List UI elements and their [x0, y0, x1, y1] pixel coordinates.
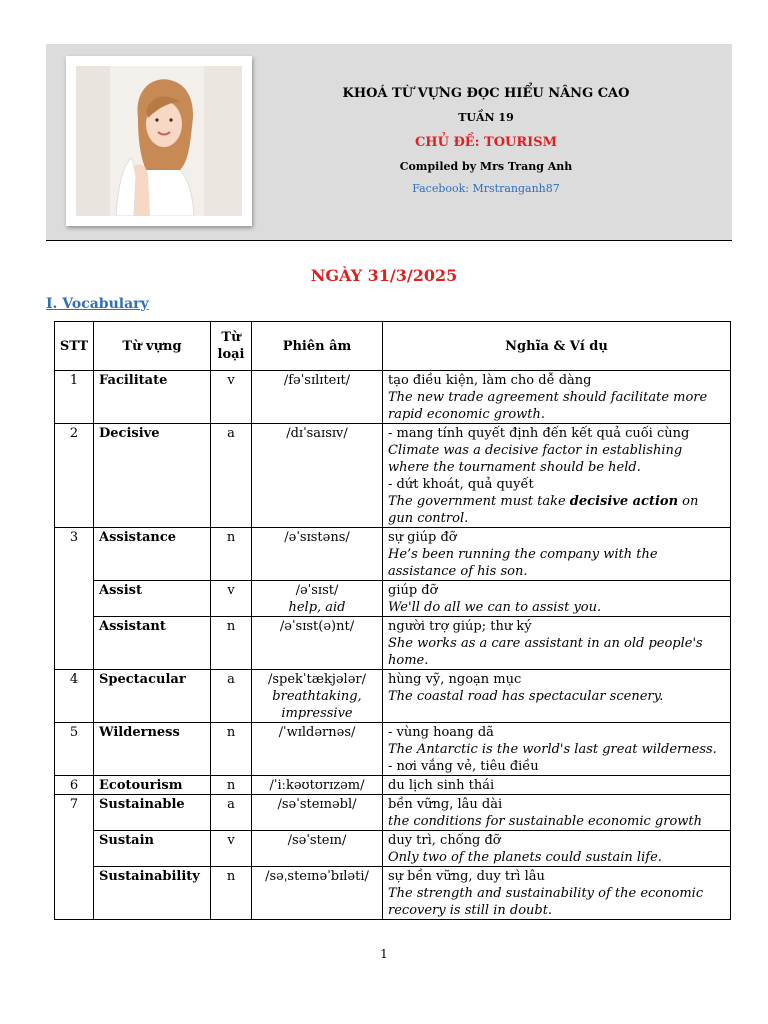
section-title: I. Vocabulary [46, 296, 149, 312]
part-of-speech: n [211, 776, 252, 795]
row-number: 6 [55, 776, 94, 795]
vocab-word: Spectacular [94, 670, 211, 723]
meaning-cell [383, 867, 731, 920]
meaning-cell [383, 528, 731, 581]
meaning-2: - dứt khoát, quả quyết [388, 477, 534, 492]
phonetic-cell [252, 670, 383, 723]
meaning-cell [383, 776, 731, 795]
vocab-word: Assistance [94, 528, 211, 581]
meaning: sự giúp đỡ [388, 530, 457, 545]
meaning: - vùng hoang dã [388, 725, 494, 740]
meaning-cell [383, 670, 731, 723]
vocab-word: Wilderness [94, 723, 211, 776]
meaning-cell [383, 831, 731, 867]
example: the conditions for sustainable economic growth [388, 814, 703, 829]
phonetic-cell [252, 581, 383, 617]
example-2-part-a: The government must take [388, 494, 570, 509]
phonetic: /səˈsteɪn/ [252, 831, 383, 867]
example: He’s been running the company with the assistance of his son. [388, 547, 658, 579]
phonetic: /əˈsɪst/ [295, 583, 339, 598]
meaning: du lịch sinh thái [388, 778, 495, 793]
example-2 [388, 493, 725, 527]
vocabulary-table [54, 321, 731, 920]
topic-label: CHỦ ĐỀ: TOURISM [414, 135, 558, 150]
phonetic: /əˈsɪst(ə)nt/ [252, 617, 383, 670]
part-of-speech: a [211, 424, 252, 528]
example: Only two of the planets could sustain life. [388, 850, 662, 865]
part-of-speech: n [211, 617, 252, 670]
course-title: KHOÁ TỪ VỰNG ĐỌC HIỂU NÂNG CAO [342, 86, 630, 101]
table-header-row [55, 322, 731, 371]
row-number: 3 [55, 528, 94, 670]
vocab-word: Decisive [94, 424, 211, 528]
example: The strength and sustainability of the economic recovery is still in doubt. [388, 886, 704, 918]
example-2-part-c: on gun control. [388, 494, 699, 526]
synonym-note: help, aid [288, 600, 346, 615]
row-number: 4 [55, 670, 94, 723]
phonetic: /spekˈtækjələr/ [267, 672, 366, 687]
phonetic: /ˈiːkəʊtʊrɪzəm/ [252, 776, 383, 795]
header-meaning: Nghĩa & Ví dụ [383, 322, 731, 371]
example: We'll do all we can to assist you. [388, 600, 602, 615]
table-row [55, 776, 731, 795]
vocab-word: Sustainability [94, 867, 211, 920]
meaning-cell [383, 617, 731, 670]
vocab-word: Facilitate [94, 371, 211, 424]
meaning-cell [383, 723, 731, 776]
row-number: 7 [55, 795, 94, 920]
meaning: giúp đỡ [388, 583, 438, 598]
page-number: 1 [380, 947, 388, 961]
document-header [46, 44, 732, 241]
vocab-word: Assist [94, 581, 211, 617]
table-row [55, 795, 731, 831]
example: The coastal road has spectacular scenery. [388, 689, 664, 704]
part-of-speech: n [211, 867, 252, 920]
author-photo [76, 66, 242, 216]
header-phonetic: Phiên âm [252, 322, 383, 371]
header-pos-label: Từ loại [217, 330, 245, 362]
example-2-bold-phrase: decisive action [569, 494, 679, 509]
table-row [55, 371, 731, 424]
facebook-link[interactable]: Facebook: Mrstranganh87 [412, 182, 560, 195]
meaning: - mang tính quyết định đến kết quả cuối cùng [388, 426, 690, 441]
row-number: 2 [55, 424, 94, 528]
table-row [55, 424, 731, 528]
synonym-note: breathtaking, impressive [272, 689, 362, 721]
table-row [55, 723, 731, 776]
meaning: bền vững, lâu dài [388, 797, 503, 812]
table-row [55, 617, 731, 670]
phonetic: /səˌsteɪnəˈbɪləti/ [252, 867, 383, 920]
example: Climate was a decisive factor in establishing where the tournament should be held. [388, 443, 683, 475]
phonetic: /səˈsteɪnəbl/ [252, 795, 383, 831]
example: The Antarctic is the world's last great wilderness. [388, 742, 717, 757]
example: She works as a care assistant in an old people's home. [388, 636, 703, 668]
header-pos [211, 322, 252, 371]
meaning-cell [383, 424, 731, 528]
part-of-speech: v [211, 581, 252, 617]
meaning-cell [383, 581, 731, 617]
part-of-speech: a [211, 670, 252, 723]
week-label: TUẦN 19 [458, 111, 514, 124]
phonetic: /dɪˈsaɪsɪv/ [252, 424, 383, 528]
row-number: 1 [55, 371, 94, 424]
header-no: STT [55, 322, 94, 371]
table-row [55, 581, 731, 617]
meaning: duy trì, chống đỡ [388, 833, 501, 848]
part-of-speech: v [211, 371, 252, 424]
compiler-label: Compiled by Mrs Trang Anh [399, 160, 573, 173]
table-row [55, 528, 731, 581]
header-word: Từ vựng [94, 322, 211, 371]
phonetic: /fəˈsɪlɪteɪt/ [252, 371, 383, 424]
phonetic: /əˈsɪstəns/ [252, 528, 383, 581]
example: The new trade agreement should facilitate more rapid economic growth. [388, 390, 708, 422]
vocab-word: Assistant [94, 617, 211, 670]
meaning: sự bền vững, duy trì lâu [388, 869, 545, 884]
meaning: người trợ giúp; thư ký [388, 619, 532, 634]
row-number: 5 [55, 723, 94, 776]
part-of-speech: a [211, 795, 252, 831]
meaning-cell [383, 371, 731, 424]
vocab-word: Ecotourism [94, 776, 211, 795]
lesson-date: NGÀY 31/3/2025 [310, 266, 458, 285]
part-of-speech: n [211, 723, 252, 776]
table-row [55, 867, 731, 920]
meaning: tạo điều kiện, làm cho dễ dàng [388, 373, 592, 388]
vocab-word: Sustain [94, 831, 211, 867]
meaning-2: - nơi vắng vẻ, tiêu điều [388, 759, 539, 774]
meaning: hùng vỹ, ngoạn mục [388, 672, 522, 687]
table-row [55, 670, 731, 723]
meaning-cell [383, 795, 731, 831]
phonetic: /ˈwɪldərnəs/ [252, 723, 383, 776]
part-of-speech: n [211, 528, 252, 581]
table-row [55, 831, 731, 867]
part-of-speech: v [211, 831, 252, 867]
vocab-word: Sustainable [94, 795, 211, 831]
author-photo-frame [66, 56, 252, 226]
